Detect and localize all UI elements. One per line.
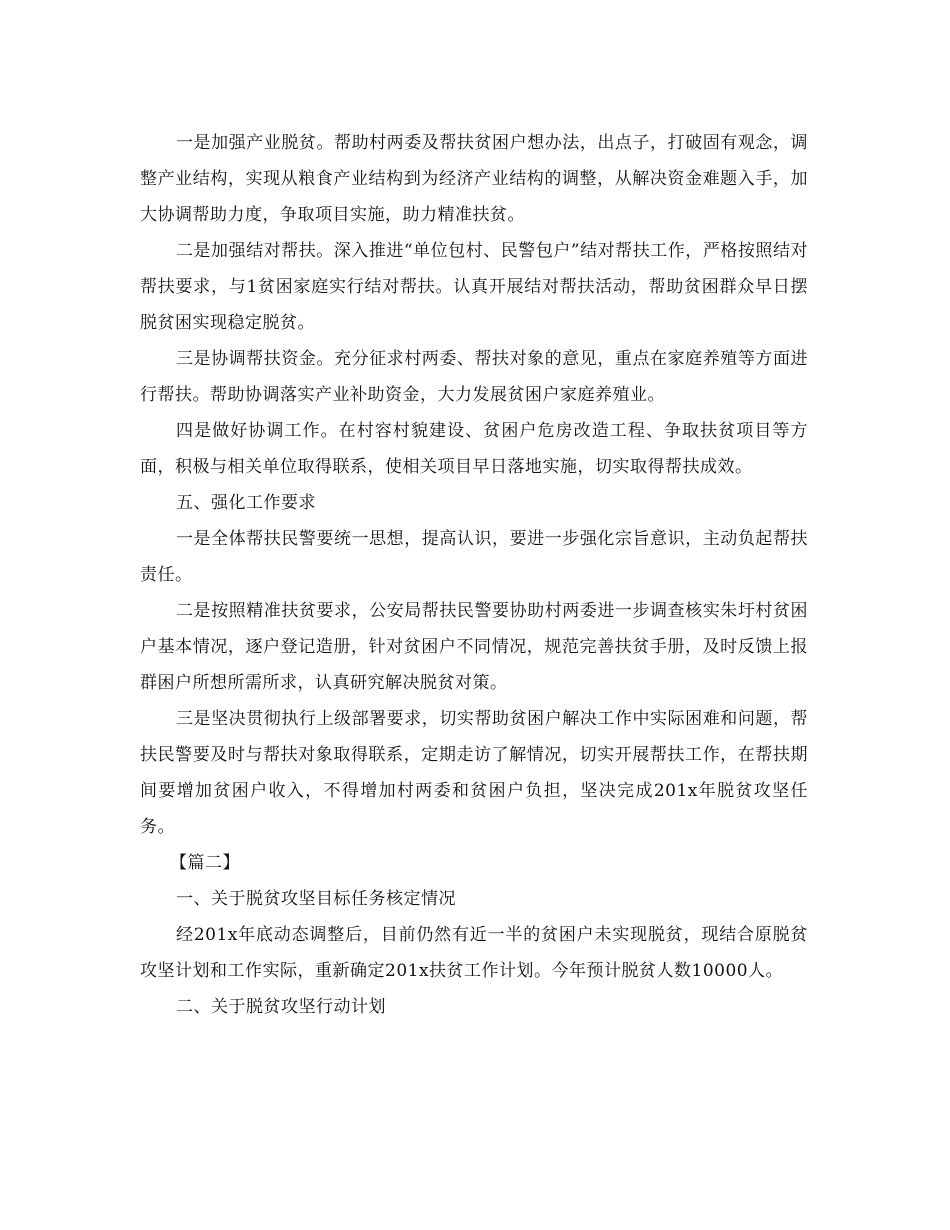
paragraph-unify-thinking: 一是全体帮扶民警要统一思想，提高认识，要进一步强化宗旨意识，主动负起帮扶责任。 bbox=[140, 529, 808, 585]
section-heading-action-plan: 二、关于脱贫攻坚行动计划 bbox=[176, 997, 386, 1017]
paragraph-precise-poverty-alleviation: 二是按照精准扶贫要求，公安局帮扶民警要协助村两委进一步调查核实朱圩村贫困户基本情况，逐户登记造册，针对贫困户不同情况，规范完善扶贫手册，及时反馈上报群困户所想所需所求，认真研究解决脱贫对策。 bbox=[140, 601, 808, 693]
paragraph-dynamic-adjustment: 经201x年底动态调整后，目前仍然有近一半的贫困户未实现脱贫，现结合原脱贫攻坚计划和工作实际，重新确定201x扶贫工作计划。今年预计脱贫人数10000人。 bbox=[140, 925, 808, 981]
paragraph-coordination-work: 四是做好协调工作。在村容村貌建设、贫困户危房改造工程、争取扶贫项目等方面，积极与相关单位取得联系，使相关项目早日落地实施，切实取得帮扶成效。 bbox=[140, 421, 808, 477]
section-heading-work-requirements: 五、强化工作要求 bbox=[176, 493, 316, 513]
paragraph-industry-poverty-relief: 一是加强产业脱贫。帮助村两委及帮扶贫困户想办法，出点子，打破固有观念，调整产业结构，实现从粮食产业结构到为经济产业结构的调整，从解决资金难题入手，加大协调帮助力度，争取项目实施，助力精准扶贫。 bbox=[140, 133, 808, 225]
paragraph-implement-deployment: 三是坚决贯彻执行上级部署要求，切实帮助贫困户解决工作中实际困难和问题，帮扶民警要及时与帮扶对象取得联系，定期走访了解情况，切实开展帮扶工作，在帮扶期间要增加贫困户收入，不得增加村两委和贫困户负担，坚决完成201x年脱贫攻坚任务。 bbox=[140, 709, 808, 837]
part-two-heading: 【篇二】 bbox=[170, 853, 240, 873]
paragraph-assistance-funds: 三是协调帮扶资金。充分征求村两委、帮扶对象的意见，重点在家庭养殖等方面进行帮扶。帮助协调落实产业补助资金，大力发展贫困户家庭养殖业。 bbox=[140, 349, 808, 405]
section-heading-target-verification: 一、关于脱贫攻坚目标任务核定情况 bbox=[176, 889, 456, 909]
paragraph-paired-assistance: 二是加强结对帮扶。深入推进“单位包村、民警包户”结对帮扶工作，严格按照结对帮扶要求，与1贫困家庭实行结对帮扶。认真开展结对帮扶活动，帮助贫困群众早日摆脱贫困实现稳定脱贫。 bbox=[140, 241, 808, 333]
document-body bbox=[140, 125, 808, 1025]
